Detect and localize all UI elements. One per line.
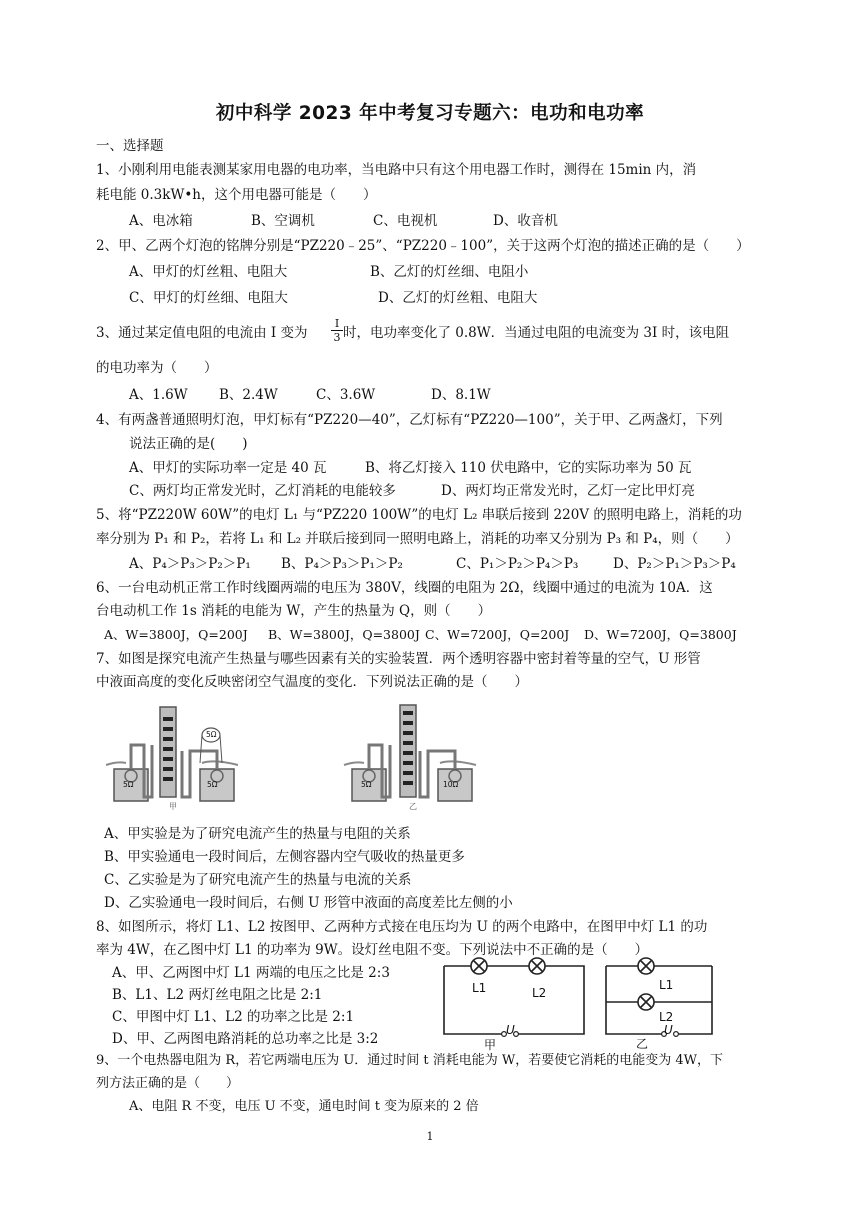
q4-option-d: D、两灯均正常发光时，乙灯一定比甲灯亮 [441,483,695,499]
q8-yi-u-label: U [664,1023,673,1037]
q1-option-b: B、空调机 [251,213,315,229]
page-number: 1 [426,1130,434,1143]
q5-option-a: A、P₄＞P₃＞P₂＞P₁ [129,556,251,572]
q4-stem-line2: 说法正确的是( ) [129,436,248,452]
q3-fraction-denominator: 3 [333,331,341,344]
q7-jia-left-resistor: 5Ω [123,780,134,789]
q8-jia-u-label: U [506,1023,515,1037]
q2-stem: 2、甲、乙两个灯泡的铭牌分别是“PZ220﹣25”、“PZ220﹣100”，关于这两个灯泡的描述正确的是（ ） [96,238,750,254]
q7-option-c: C、乙实验是为了研究电流产生的热量与电流的关系 [104,872,412,888]
q4-stem-line1: 4、有两盏普通照明灯泡，甲灯标有“PZ220—40”，乙灯标有“PZ220—100”，关于甲、乙两盏灯，下列 [96,412,723,428]
q2-option-b: B、乙灯的灯丝细、电阻小 [370,264,529,280]
q3-option-b: B、2.4W [219,387,278,403]
q3-stem-post: 时，电功率变化了 0.8W．当通过电阻的电流变为 3I 时，该电阻 [343,325,730,341]
q8-stem-line1: 8、如图所示，将灯 L1、L2 按图甲、乙两种方式接在电压均为 U 的两个电路中，在图甲中灯 L1 的功 [96,919,708,935]
q8-jia-l2-label: L2 [532,986,547,1000]
q3-option-c: C、3.6W [316,387,376,403]
q1-option-d: D、收音机 [493,213,558,229]
q8-yi-l1-label: L1 [659,978,674,992]
q4-option-a: A、甲灯的实际功率一定是 40 瓦 [129,460,327,476]
q2-option-c: C、甲灯的灯丝细、电阻大 [129,290,288,306]
q8-parallel-circuit [602,956,716,1052]
q4-option-b: B、将乙灯接入 110 伏电路中，它的实际功率为 50 瓦 [365,460,692,476]
q3-fraction-numerator: I [334,317,340,330]
q8-stem-line2: 率为 4W，在乙图中灯 L1 的功率为 9W。设灯丝电阻不变。下列说法中不正确的是（ ） [96,942,649,958]
q3-fraction [331,318,343,343]
q3-option-a: A、1.6W [129,387,188,403]
page-title: 初中科学 2023 年中考复习专题六：电功和电功率 [215,103,645,124]
q8-yi-l2-label: L2 [659,1010,674,1024]
q7-jia-right-resistor: 5Ω [207,780,218,789]
q8-option-a: A、甲、乙两图中灯 L1 两端的电压之比是 2:3 [112,965,390,981]
q9-option-a: A、电阻 R 不变，电压 U 不变，通电时间 t 变为原来的 2 倍 [129,1099,479,1114]
q1-stem-line2: 耗电能 0.3kW•h，这个用电器可能是（ ） [96,187,377,203]
q9-stem-line1: 9、一个电热器电阻为 R，若它两端电压为 U．通过时间 t 消耗电能为 W，若要使它消耗的电能变为 4W，下 [96,1053,724,1068]
q6-stem-line2: 台电动机工作 1s 消耗的电能为 W，产生的热量为 Q，则（ ） [96,603,492,619]
q7-jia-label: 甲 [169,802,177,811]
q1-option-c: C、电视机 [373,213,438,229]
q7-option-d: D、乙实验通电一段时间后，右侧 U 形管中液面的高度差比左侧的小 [104,895,513,911]
q7-yi-right-resistor: 10Ω [443,780,459,789]
q7-yi-label: 乙 [409,802,417,811]
q7-option-b: B、甲实验通电一段时间后，左侧容器内空气吸收的热量更多 [104,849,465,865]
q8-jia-l1-label: L1 [472,981,487,995]
q8-option-b: B、L1、L2 两灯丝电阻之比是 2:1 [112,987,323,1003]
q7-jia-top-resistor: 5Ω [206,730,217,739]
q8-yi-label: 乙 [636,1037,649,1051]
q7-option-a: A、甲实验是为了研究电流产生的热量与电阻的关系 [104,826,411,842]
q8-option-c: C、甲图中灯 L1、L2 的功率之比是 2:1 [112,1009,355,1025]
q8-series-circuit [440,956,590,1052]
q3-stem-pre: 3、通过某定值电阻的电流由 I 变为 [96,325,308,341]
q2-option-a: A、甲灯的灯丝粗、电阻大 [129,264,288,280]
q6-option-d: D、W=7200J，Q=3800J [584,627,737,642]
q8-option-d: D、甲、乙两图电路消耗的总功率之比是 3:2 [112,1031,379,1047]
q4-option-c: C、两灯均正常发光时，乙灯消耗的电能较多 [129,483,396,499]
q1-option-a: A、电冰箱 [129,213,193,229]
section-heading: 一、选择题 [96,138,164,154]
q7-yi-left-resistor: 5Ω [361,780,372,789]
q9-stem-line2: 列方法正确的是（ ） [96,1076,240,1091]
q5-option-d: D、P₂＞P₁＞P₃＞P₄ [613,556,736,572]
q7-stem-line2: 中液面高度的变化反映密闭空气温度的变化．下列说法正确的是（ ） [96,674,528,690]
q7-apparatus-figure-jia [104,703,244,815]
q6-option-a: A、W=3800J，Q=200J [104,627,248,642]
q6-option-b: B、W=3800J，Q=3800J [268,627,420,642]
q7-apparatus-figure-yi [342,703,482,815]
q6-stem-line1: 6、一台电动机正常工作时线圈两端的电压为 380V，线圈的电阻为 2Ω，线圈中通过的电流为 10A．这 [96,580,713,596]
q2-option-d: D、乙灯的灯丝粗、电阻大 [378,290,538,306]
q3-option-d: D、8.1W [431,387,491,403]
q5-option-c: C、P₁＞P₂＞P₄＞P₃ [456,556,579,572]
q6-option-c: C、W=7200J，Q=200J [425,627,570,642]
q1-stem-line1: 1、小刚利用电能表测某家用电器的电功率，当电路中只有这个用电器工作时，测得在 15min 内，消 [96,162,697,178]
q5-option-b: B、P₄＞P₃＞P₁＞P₂ [281,556,403,572]
q5-stem-line1: 5、将“PZ220W 60W”的电灯 L₁ 与“PZ220 100W”的电灯 L₂ 串联后接到 220V 的照明电路上，消耗的功 [96,507,742,523]
q8-jia-label: 甲 [484,1038,497,1052]
q7-stem-line1: 7、如图是探究电流产生热量与哪些因素有关的实验装置．两个透明容器中密封着等量的空气，U 形管 [96,651,701,667]
q3-stem-line2: 的电功率为（ ） [96,360,218,376]
q5-stem-line2: 率分别为 P₁ 和 P₂，若将 L₁ 和 L₂ 并联后接到同一照明电路上，消耗的功率又分别为 P₃ 和 P₄，则（ ） [96,531,739,547]
